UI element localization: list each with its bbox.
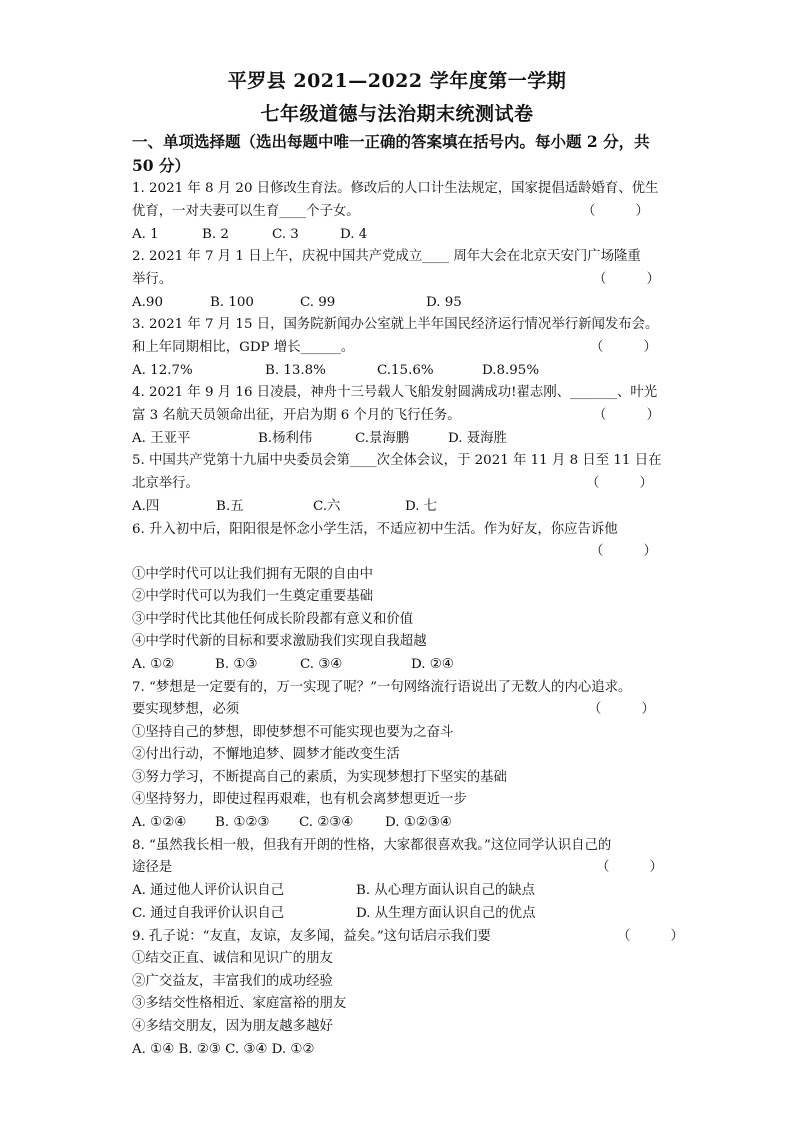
q4-option-b: B.杨利伟 [258, 431, 313, 446]
q3-option-b: B. 13.8% [265, 363, 326, 378]
question-4-line2: 富 3 名航天员领命出征，开启为期 6 个月的飞行任务。 [132, 408, 461, 423]
q7-option-d: D. ①②③④ [385, 815, 452, 830]
q4-option-d: D. 聂海胜 [448, 431, 507, 446]
question-3-line2: 和上年同期相比，GDP 增长______。 [132, 340, 355, 355]
q6-statement-2: ②中学时代可以为我们一生奠定重要基础 [132, 589, 374, 604]
question-7-line1: 7. “梦想是一定要有的，万一实现了呢？”一句网络流行语说出了无数人的内心追求。 [132, 680, 632, 695]
q2-option-d: D. 95 [426, 295, 462, 310]
q7-statement-3: ③努力学习，不断提高自己的素质，为实现梦想打下坚实的基础 [132, 770, 507, 785]
q6-option-d: D. ②④ [411, 657, 454, 672]
section-heading-line1: 一、单项选择题（选出每题中唯一正确的答案填在括号内。每小题 2 分，共 [132, 132, 650, 151]
q3-option-a: A. 12.7% [132, 363, 193, 378]
q3-option-c: C.15.6% [377, 363, 434, 378]
answer-paren-1: （ ） [582, 204, 649, 219]
exam-title-line1: 平罗县 2021—2022 学年度第一学期 [227, 70, 567, 92]
q6-option-a: A. ①② [132, 657, 175, 672]
q9-statement-2: ②广交益友，丰富我们的成功经验 [132, 974, 333, 989]
q1-option-a: A. 1 [132, 227, 159, 242]
q8-option-b: B. 从心理方面认识自己的缺点 [356, 883, 536, 898]
question-2-line2: 举行。 [132, 272, 173, 287]
question-5-line2: 北京举行。 [132, 476, 199, 491]
q5-option-b: B.五 [216, 499, 244, 514]
question-3-line1: 3. 2021 年 7 月 15 日，国务院新闻办公室就上半年国民经济运行情况举行新闻发布会。 [132, 317, 659, 332]
answer-paren-2: （ ） [593, 272, 660, 287]
q8-option-c: C. 通过自我评价认识自己 [132, 906, 285, 921]
answer-paren-3: （ ） [590, 340, 657, 355]
question-4-line1: 4. 2021 年 9 月 16 日凌晨，神舟十三号载人飞船发射圆满成功!翟志刚、_______、叶光 [132, 385, 658, 400]
q8-option-d: D. 从生理方面认识自己的优点 [356, 906, 536, 921]
q7-option-b: B. ①②③ [215, 815, 270, 830]
q1-option-d: D. 4 [340, 227, 368, 242]
q5-option-d: D. 七 [405, 499, 438, 514]
q5-option-a: A.四 [132, 499, 160, 514]
q6-option-b: B. ①③ [215, 657, 258, 672]
answer-paren-8: （ ） [596, 860, 663, 875]
q1-option-b: B. 2 [202, 227, 229, 242]
q7-statement-4: ④坚持努力，即使过程再艰难，也有机会离梦想更近一步 [132, 792, 467, 807]
q7-statement-2: ②付出行动，不懈地追梦、圆梦才能改变生活 [132, 747, 400, 762]
question-2-line1: 2. 2021 年 7 月 1 日上午，庆祝中国共产党成立____ 周年大会在北京天安门广场隆重 [132, 249, 641, 264]
answer-paren-7: （ ） [588, 702, 655, 717]
answer-paren-9: （ ） [617, 929, 684, 944]
question-7-line2: 要实现梦想，必须 [132, 702, 240, 717]
q7-option-c: C. ②③④ [299, 815, 354, 830]
question-9-line1: 9. 孔子说：“友直，友谅，友多闻，益矣。”这句话启示我们要 [132, 929, 491, 944]
answer-paren-4: （ ） [593, 408, 660, 423]
q2-option-b: B. 100 [210, 295, 254, 310]
q2-option-a: A.90 [132, 295, 163, 310]
exam-title-line2: 七年级道德与法治期末统测试卷 [260, 103, 534, 125]
q2-option-c: C. 99 [300, 295, 336, 310]
q3-option-d: D.8.95% [482, 363, 540, 378]
q4-option-c: C.景海鹏 [355, 431, 410, 446]
q6-option-c: C. ③④ [300, 657, 343, 672]
question-8-line2: 途径是 [132, 860, 173, 875]
q9-options: A. ①④ B. ②③ C. ③④ D. ①② [132, 1042, 315, 1057]
q7-option-a: A. ①②④ [132, 815, 187, 830]
answer-paren-6: （ ） [590, 544, 657, 559]
q9-statement-3: ③多结交性格相近、家庭富裕的朋友 [132, 996, 347, 1011]
answer-paren-5: （ ） [586, 476, 653, 491]
q6-statement-1: ①中学时代可以让我们拥有无限的自由中 [132, 567, 374, 582]
question-6-line1: 6. 升入初中后，阳阳很是怀念小学生活，不适应初中生活。作为好友，你应告诉他 [132, 522, 618, 537]
q6-statement-4: ④中学时代新的目标和要求激励我们实现自我超越 [132, 634, 427, 649]
q6-statement-3: ③中学时代比其他任何成长阶段都有意义和价值 [132, 612, 414, 627]
q9-statement-1: ①结交正直、诚信和见识广的朋友 [132, 951, 333, 966]
q8-option-a: A. 通过他人评价认识自己 [132, 883, 285, 898]
question-5-line1: 5. 中国共产党第十九届中央委员会第____次全体会议，于 2021 年 11 月 8 日至 11 日在 [132, 453, 662, 468]
question-1-line1: 1. 2021 年 8 月 20 日修改生育法。修改后的人口计生法规定，国家提倡适龄婚育、优生 [132, 181, 659, 196]
q1-option-c: C. 3 [272, 227, 299, 242]
question-8-line1: 8. “虽然我长相一般，但我有开朗的性格，大家都很喜欢我。”这位同学认识自己的 [132, 838, 612, 853]
q5-option-c: C.六 [313, 499, 341, 514]
q4-option-a: A. 王亚平 [132, 431, 191, 446]
section-heading-line2: 50 分） [132, 156, 190, 175]
question-1-line2: 优育，一对夫妻可以生育____个子女。 [132, 204, 360, 219]
q9-statement-4: ④多结交朋友，因为朋友越多越好 [132, 1019, 333, 1034]
q7-statement-1: ①坚持自己的梦想，即使梦想不可能实现也要为之奋斗 [132, 725, 454, 740]
